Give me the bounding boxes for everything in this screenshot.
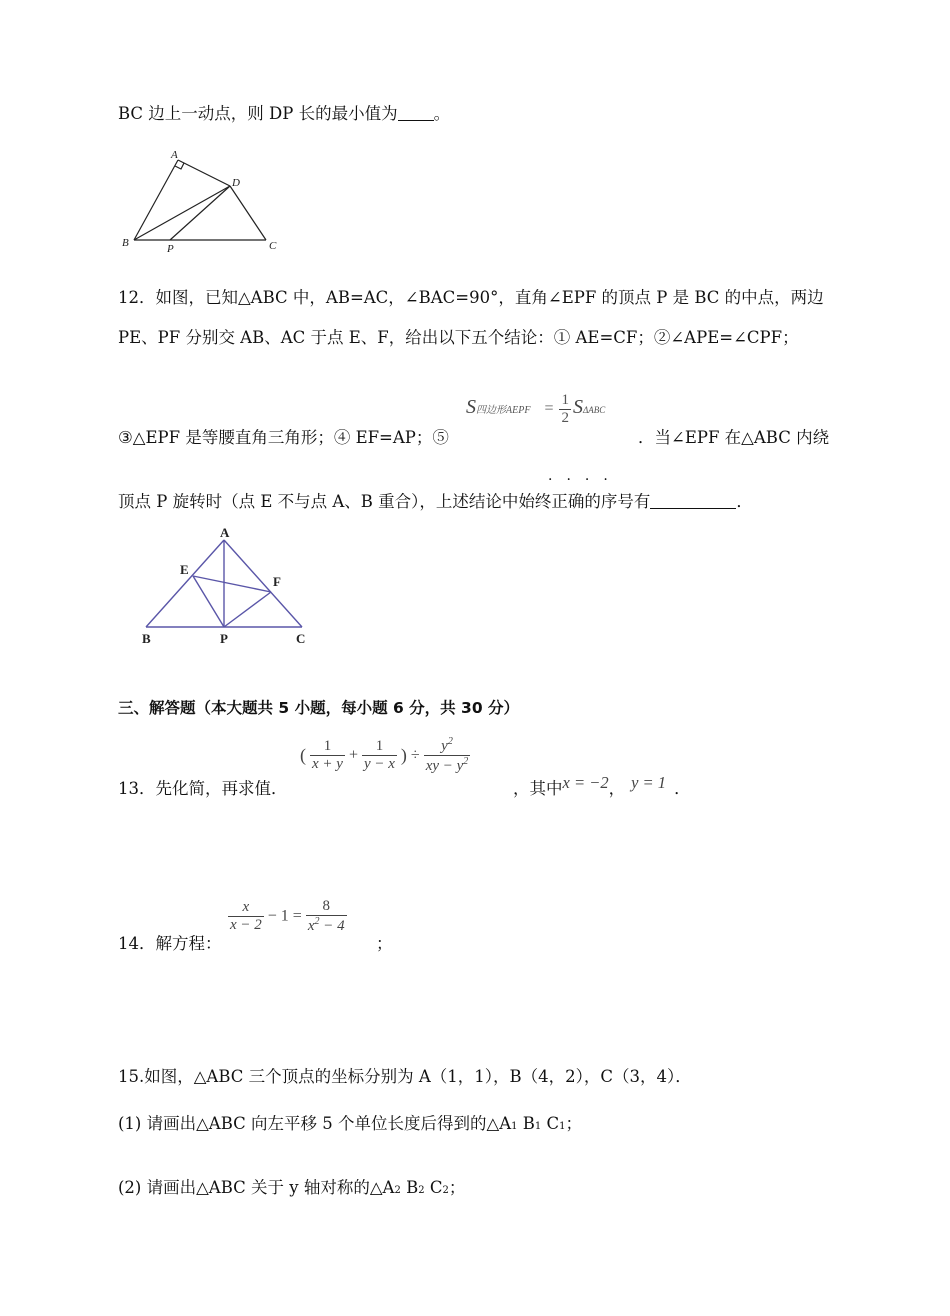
q15-part-2-sub-c: 2	[442, 1185, 449, 1196]
q14-frac-1-num: x	[228, 899, 264, 917]
q12-emphasis-dots: ····	[548, 472, 622, 488]
q13-frac-3-num-sup: 2	[447, 736, 453, 747]
q14-prefix: 14．解方程：	[118, 934, 222, 953]
q12-formula-num: 1	[561, 392, 569, 408]
q12-label-A: A	[220, 525, 230, 540]
q13-y-value: y = 1	[631, 773, 667, 792]
q13-comma: ，	[608, 779, 626, 798]
q15-part-1	[118, 1110, 582, 1134]
q12-area-formula	[466, 392, 605, 427]
q14-frac-1	[228, 899, 264, 934]
q12-formula-sub2: ΔABC	[582, 405, 606, 416]
q14-expression	[228, 898, 347, 935]
q12-label-F: F	[273, 574, 281, 589]
q15-part-2-text: (2) 请画出△ABC 关于 y 轴对称的△A	[118, 1178, 395, 1197]
q11-label-B: B	[122, 237, 129, 249]
q12-label-E: E	[180, 562, 189, 577]
q12-formula-S1: S	[466, 396, 476, 419]
q14-frac-2-den-base: x	[307, 918, 315, 934]
q12-seg-EP	[193, 576, 224, 627]
q11-tail-text: BC 边上一动点，则 DP 长的最小值为	[118, 104, 398, 123]
q13-frac-3-num	[424, 736, 471, 756]
q13-mid: ，其中	[513, 779, 563, 798]
q13-frac-3	[424, 736, 471, 775]
q15-part-2-b: B	[400, 1178, 419, 1197]
q12-line-1: 12．如图，已知△ABC 中，AB=AC，∠BAC=90°，直角∠EPF 的顶点 P 是 BC 的中点，两边	[118, 288, 824, 307]
q14-frac-2	[306, 898, 347, 935]
q12-formula-S2: S	[572, 396, 583, 419]
q13-frac-2-num: 1	[362, 738, 397, 756]
q13-frac-2-den: y − x	[363, 756, 395, 772]
q15-part-1-c: C	[541, 1114, 560, 1133]
q14-end: ；	[376, 934, 393, 953]
q15-part-1-text: (1) 请画出△ABC 向左平移 5 个单位长度后得到的△A	[118, 1114, 512, 1133]
q11-figure	[118, 148, 288, 258]
q13-plus: +	[348, 746, 358, 764]
q11-label-P: P	[167, 243, 174, 255]
q12-seg-AC	[224, 540, 302, 627]
q12-line-3b: ．当∠EPF 在△ABC 内绕	[638, 428, 830, 447]
q13-prefix: 13．先化简，再求值．	[118, 779, 288, 798]
q12-seg-AB	[146, 540, 224, 627]
q13-frac-3-den	[424, 756, 471, 775]
q11-seg-AD	[178, 160, 230, 186]
q12-formula-sub1: 四边形AEPF	[476, 405, 531, 417]
q15-part-1-b: B	[517, 1114, 535, 1133]
q15-intro: 15.如图，△ABC 三个顶点的坐标分别为 A（1，1），B（4，2），C（3，4）．	[118, 1067, 692, 1086]
section3-heading: 三、解答题（本大题共 5 小题，每小题 6 分，共 30 分）	[118, 699, 520, 717]
q11-label-D: D	[232, 177, 240, 189]
q13-tail	[513, 775, 691, 799]
q12-seg-FP	[224, 592, 271, 627]
q14-minus-one: − 1 =	[267, 907, 302, 925]
q12-label-P: P	[220, 631, 228, 646]
q12-formula-frac	[559, 392, 571, 427]
q12-label-B: B	[142, 631, 151, 646]
q14-frac-1-den: x − 2	[230, 917, 262, 933]
q15-part-1-sub-b: 1	[534, 1121, 542, 1132]
q13-frac-3-den-base: xy − y	[425, 758, 464, 774]
q11-answer-blank[interactable]	[398, 104, 434, 122]
q15-part-2-c: C	[424, 1178, 443, 1197]
q12-figure	[138, 524, 318, 650]
q13-frac-2	[362, 738, 397, 773]
q12-line-4-text: 顶点 P 旋转时（点 E 不与点 A、B 重合），上述结论中始终正确的序号有	[118, 492, 651, 511]
q12-line-3a: ③△EPF 是等腰直角三角形；④ EF=AP；⑤	[118, 428, 449, 447]
q14-frac-2-num: 8	[306, 898, 347, 916]
q15-part-1-end: ；	[565, 1114, 582, 1133]
q11-seg-PD	[170, 186, 230, 240]
q13-frac-1-num: 1	[310, 738, 345, 756]
q14-frac-2-den	[306, 916, 347, 935]
q12-label-C: C	[296, 631, 306, 646]
q13-frac-3-num-base: y	[441, 738, 448, 754]
q15-part-2-end: ；	[448, 1178, 466, 1197]
q15-part-1-sub-a: 1	[511, 1121, 518, 1132]
q13-div: ÷	[410, 746, 420, 764]
q13-expression	[300, 736, 470, 775]
q12-formula-eq: =	[544, 400, 554, 418]
q15-part-2-sub-a: 2	[394, 1185, 401, 1196]
q13-end: ．	[674, 779, 691, 798]
q13-frac-1	[310, 738, 345, 773]
q13-x-value: x = −2	[562, 773, 609, 792]
q11-tail-end: 。	[433, 104, 451, 123]
q14-frac-2-den-tail: − 4	[319, 918, 345, 934]
q12-formula-den: 2	[561, 410, 569, 426]
q15-part-2	[118, 1174, 465, 1198]
q12-line-4	[118, 488, 753, 512]
q13-rparen: )	[400, 745, 407, 765]
q13-frac-3-den-sup: 2	[463, 756, 469, 767]
q12-line-4-end: ．	[736, 492, 753, 511]
q12-line-2: PE、PF 分别交 AB、AC 于点 E、F，给出以下五个结论：① AE=CF；②∠APE=∠CPF；	[118, 328, 799, 347]
q15-part-2-sub-b: 2	[418, 1185, 425, 1196]
q11-text	[118, 100, 450, 124]
q13-frac-1-den: x + y	[312, 756, 343, 772]
q11-seg-DC	[230, 186, 266, 240]
q13-lparen: (	[300, 745, 306, 765]
q12-answer-blank[interactable]	[650, 492, 736, 510]
q12-line-3	[118, 424, 449, 448]
q15-part-1-sub-c: 1	[559, 1121, 566, 1132]
q14-frac-2-den-sup: 2	[314, 916, 320, 927]
q11-label-A: A	[171, 149, 178, 161]
q11-label-C: C	[269, 240, 277, 252]
